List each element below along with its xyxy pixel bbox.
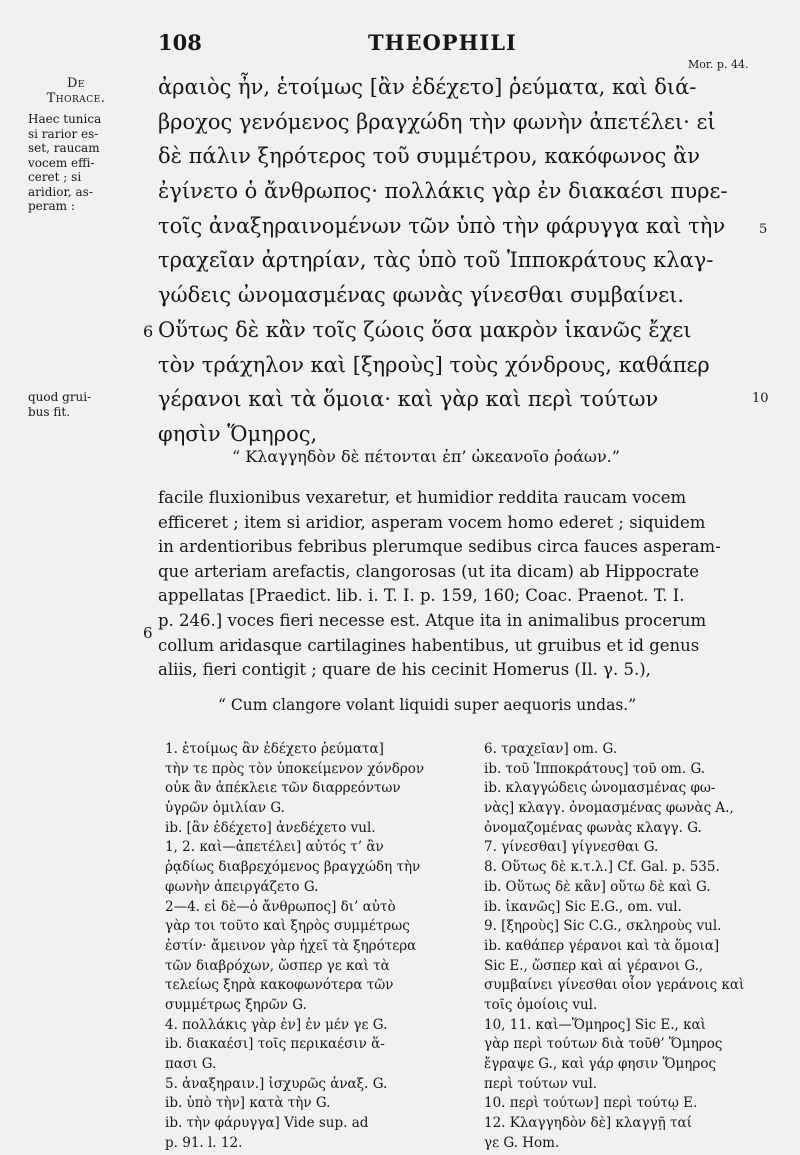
sidenote-heading-1: De — [67, 76, 85, 91]
greek-line: τραχεῖαν ἀρτηρίαν, τὰς ὑπὸ τοῦ Ἱπποκράτους κλαγ- — [158, 248, 714, 273]
footnote-line: συμβαίνει γίνεσθαι οἷον γεράνοις καὶ — [484, 977, 745, 994]
sidenote-line: vocem effi- — [28, 155, 95, 170]
line-number-5: 5 — [759, 222, 768, 237]
footnote-line: ἔγραψε G., καὶ γάρ φησιν Ὅμηρος — [484, 1056, 717, 1072]
section-number-6: 6 — [143, 322, 154, 341]
footnote-line: 4. πολλάκις γὰρ ἐν] ἐν μέν γε G. — [165, 1016, 388, 1033]
latin-line: in ardentioribus febribus plerumque sedibus circa fauces asperam- — [158, 537, 721, 557]
greek-line: ἐγίνετο ὁ ἄνθρωπος· πολλάκις γὰρ ἐν διακαέσι πυρε- — [158, 179, 728, 204]
latin-line: p. 246.] voces fieri necesse est. Atque ita in animalibus procerum — [158, 610, 707, 630]
footnote-line: τῶν διαβρόχων, ὥσπερ γε καὶ τὰ — [165, 957, 390, 974]
latin-line: collum aridasque cartilagines habentibus, ut gruibus et id genus — [158, 635, 700, 655]
footnote-line: ib. ὑπὸ τὴν] κατὰ τὴν G. — [165, 1095, 331, 1112]
footnote-line: 8. Οὕτως δὲ κ.τ.λ.] Cf. Gal. p. 535. — [484, 859, 720, 876]
footnote-line: 10. περὶ τούτων] περὶ τούτῳ E. — [484, 1095, 698, 1112]
greek-line: βροχος γενόμενος βραγχώδη τὴν φωνὴν ἀπετέλει· εἰ — [158, 109, 716, 134]
sidenote-heading-2: Thorace. — [46, 90, 106, 106]
sidenote-de-thorace — [28, 77, 124, 214]
footnote-line: πασι G. — [165, 1056, 217, 1072]
footnote-line: ib. καθάπερ γέρανοι καὶ τὰ ὅμοια] — [484, 937, 720, 954]
footnote-line: τελείως ξηρὰ κακοφωνότερα τῶν — [165, 977, 394, 994]
sidenote-line: si rarior es- — [28, 126, 99, 141]
sidenote-gruibus — [28, 390, 124, 419]
latin-line: efficeret ; item si aridior, asperam vocem homo ederet ; siquidem — [158, 512, 706, 532]
footnote-line: ib. διακαέσι] τοῖς περικαέσιν ἅ- — [165, 1036, 385, 1053]
latin-line: que arteriam arefactis, clangorosas (ut ita dicam) ab Hippocrate — [158, 561, 699, 581]
latin-line: appellatas [Praedict. lib. i. T. I. p. 159, 160; Coac. Praenot. T. I. — [158, 586, 685, 606]
sidenote-line: set, raucam — [28, 141, 100, 155]
sidenote-line: ceret ; si — [28, 170, 82, 184]
sidenote-line: bus fit. — [28, 404, 71, 419]
footnote-line: τὴν τε πρὸς τὸν ὑποκείμενον χόνδρον — [165, 760, 425, 777]
running-title: THEOPHILI — [368, 30, 517, 55]
footnote-line: ib. κλαγγώδεις ὠνομασμένας φω- — [484, 780, 716, 797]
sidenote-line: aridior, as- — [28, 184, 93, 199]
latin-line: facile fluxionibus vexaretur, et humidior reddita raucam vocem — [158, 488, 687, 507]
footnote-line: ib. Οὕτως δὲ κἂν] οὕτω δὲ καὶ G. — [484, 878, 711, 895]
greek-quote: “ Κλαγγηδὸν δὲ πέτονται ἐπ’ ὠκεανοῖο ῥοάων.” — [232, 447, 620, 466]
page-reference: Mor. p. 44. — [688, 58, 749, 71]
footnote-line: Sic E., ὥσπερ καὶ αἱ γέρανοι G., — [484, 957, 704, 974]
greek-line: γέρανοι καὶ τὰ ὅμοια· καὶ γὰρ καὶ περὶ τούτων — [158, 387, 659, 412]
latin-section-number-6: 6 — [143, 624, 153, 642]
footnote-line: p. 91. l. 12. — [165, 1134, 243, 1151]
footnote-line: 5. ἀναξηραιν.] ἰσχυρῶς ἀναξ. G. — [165, 1075, 388, 1092]
footnote-line: ib. [ἂν ἐδέχετο] ἀνεδέχετο vul. — [165, 819, 376, 836]
sidenote-line: peram : — [28, 199, 75, 213]
footnote-line: 2—4. εἰ δὲ—ὁ ἄνθρωπος] δι’ αὐτὸ — [165, 898, 396, 915]
footnote-line: γὰρ περὶ τούτων διὰ τοῦθ’ Ὅμηρος — [484, 1036, 723, 1053]
footnote-line: νὰς] κλαγγ. ὀνομασμένας φωνὰς A., — [484, 800, 734, 817]
footnote-line: 1, 2. καὶ—ἀπετέλει] αὐτός τ’ ἂν — [165, 839, 384, 856]
footnote-line: ἐστίν· ἄμεινον γὰρ ἠχεῖ τὰ ξηρότερα — [165, 937, 417, 954]
footnote-line: οὐκ ἂν ἀπέκλειε τῶν διαρρεόντων — [165, 780, 401, 797]
line-number-10: 10 — [752, 391, 769, 406]
latin-quote: “ Cum clangore volant liquidi super aequoris undas.” — [218, 696, 637, 714]
greek-line: δὲ πάλιν ξηρότερος τοῦ συμμέτρου, κακόφωνος ἂν — [158, 144, 701, 169]
greek-line: τὸν τράχηλον καὶ [ξηροὺς] τοὺς χόνδρους, καθάπερ — [158, 352, 710, 377]
greek-line: ἀραιὸς ἦν, ἑτοίμως [ἂν ἐδέχετο] ῥεύματα, καὶ διά- — [158, 75, 697, 99]
greek-line: γώδεις ὠνομασμένας φωνὰς γίνεσθαι συμβαίνει. — [158, 283, 685, 308]
footnote-line: γε G. Hom. — [484, 1134, 560, 1151]
footnote-line: ὑγρῶν ὁμιλίαν G. — [165, 800, 285, 817]
footnote-line: ῥᾳδίως διαβρεχόμενος βραγχώδη τὴν — [165, 859, 421, 876]
footnote-line: συμμέτρως ξηρῶν G. — [165, 996, 307, 1013]
footnote-line: 7. γίνεσθαι] γίγνεσθαι G. — [484, 839, 659, 856]
footnote-line: 10, 11. καὶ—Ὅμηρος] Sic E., καὶ — [484, 1016, 706, 1033]
footnote-line: 9. [ξηροὺς] Sic C.G., σκληροὺς vul. — [484, 918, 722, 935]
footnote-line: 1. ἑτοίμως ἂν ἐδέχετο ῥεύματα] — [165, 741, 384, 757]
footnote-line: 12. Κλαγγηδὸν δὲ] κλαγγῇ ταί — [484, 1115, 692, 1132]
footnote-line: 6. τραχεῖαν] om. G. — [484, 741, 618, 757]
greek-text — [158, 70, 768, 452]
footnote-line: ὀνομαζομένας φωνὰς κλαγγ. G. — [484, 819, 702, 836]
footnote-line: φωνὴν ἀπειργάζετο G. — [165, 878, 319, 895]
footnote-line: ib. ἱκανῶς] Sic E.G., om. vul. — [484, 898, 682, 915]
footnote-line: ib. τοῦ Ἱπποκράτους] τοῦ om. G. — [484, 760, 706, 777]
footnotes-right — [484, 740, 784, 1153]
footnotes-left — [165, 740, 460, 1153]
sidenote-line: Haec tunica — [28, 112, 102, 126]
greek-line: τοῖς ἀναξηραινομένων τῶν ὑπὸ τὴν φάρυγγα καὶ τὴν — [158, 213, 726, 238]
sidenote-line: quod grui- — [28, 390, 92, 404]
footnote-line: τοῖς ὁμοίοις vul. — [484, 996, 598, 1013]
footnote-line: περὶ τούτων vul. — [484, 1075, 598, 1092]
footnote-line: γὰρ τοι τοῦτο καὶ ξηρὸς συμμέτρως — [165, 918, 410, 935]
latin-line: aliis, fieri contigit ; quare de his cecinit Homerus (Il. γ. 5.), — [158, 660, 651, 680]
greek-line: φησὶν Ὅμηρος, — [158, 421, 318, 446]
footnote-line: ib. τὴν φάρυγγα] Vide sup. ad — [165, 1115, 369, 1132]
latin-text — [158, 486, 770, 683]
page-number: 108 — [158, 30, 202, 55]
greek-line: Οὕτως δὲ κἂν τοῖς ζώοις ὅσα μακρὸν ἱκανῶς ἔχει — [158, 317, 692, 342]
